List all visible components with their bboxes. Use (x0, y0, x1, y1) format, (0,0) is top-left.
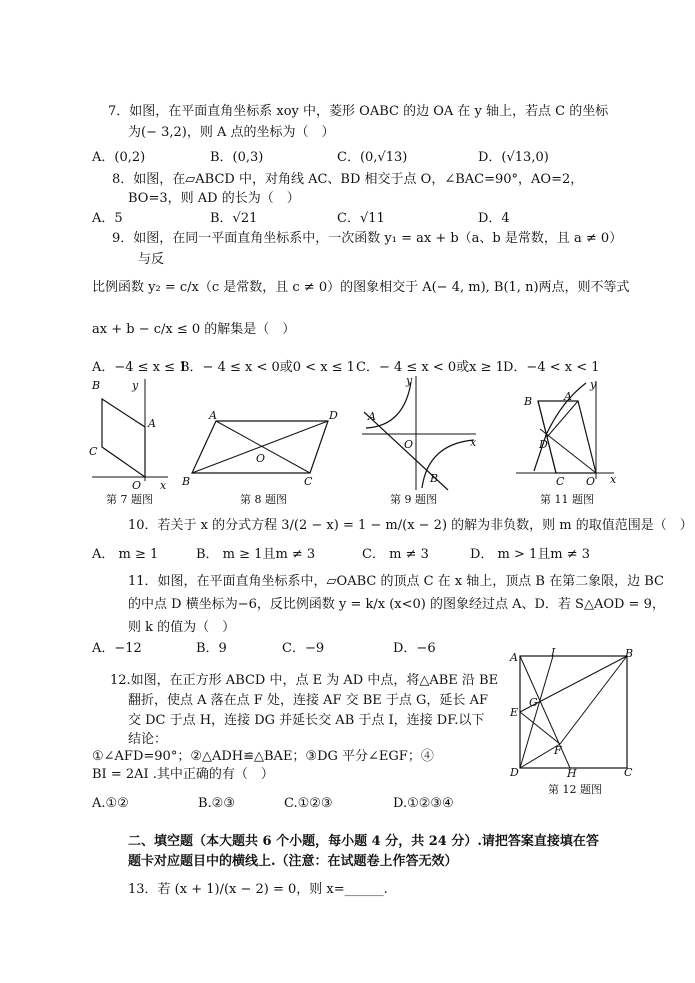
f8-label-o: O (256, 452, 266, 465)
f12-label-h: H (567, 767, 577, 780)
figure-12 (508, 648, 638, 780)
caption-fig7: 第 7 题图 (106, 493, 153, 506)
f12-label-f: F (554, 744, 562, 757)
q8-line1: 8．如图，在▱ABCD 中，对角线 AC、BD 相交于点 O，∠BAC=90°，AO=2， (112, 172, 584, 187)
f7-label-b: B (92, 379, 101, 392)
q12-option-a: A.①② (92, 796, 129, 811)
q9-line1: 9．如图，在同一平面直角坐标系中，一次函数 y₁ = ax + b（a、b 是常数，且 a ≠ 0） (112, 231, 623, 246)
q9-line1b: 与反 (138, 252, 165, 267)
q11-line3: 则 k 的值为（ ） (128, 620, 236, 635)
f8-label-c: C (304, 475, 313, 488)
caption-fig8: 第 8 题图 (240, 493, 287, 506)
q9-line2: 比例函数 y₂ = c/x（c 是常数，且 c ≠ 0）的图象相交于 A(− 4, m), B(1, n)两点，则不等式 (92, 280, 630, 295)
q11-option-a: A．−12 (92, 641, 142, 656)
q10-option-a: A． m ≥ 1 (92, 547, 159, 562)
f12-label-d: D (510, 766, 519, 779)
f11-label-b: B (524, 395, 533, 408)
q12-line6: BI = 2AI .其中正确的有（ ） (92, 767, 274, 782)
f12-label-a: A (510, 651, 518, 664)
q7-line2: 为(− 3,2)，则 A 点的坐标为（ ） (128, 125, 335, 140)
f12-label-b: B (625, 648, 634, 660)
q7-option-c: C．(0,√13) (337, 150, 408, 165)
q12-line4: 结论： (128, 732, 168, 747)
q7-line1: 7．如图，在平面直角坐标系 xoy 中，菱形 OABC 的边 OA 在 y 轴上，若点 C 的坐标 (108, 104, 609, 119)
f7-label-a: A (148, 417, 156, 430)
q11-option-b: B．9 (196, 641, 227, 656)
figure-9 (356, 372, 486, 494)
q8-option-b: B．√21 (210, 211, 258, 226)
f12-label-e: E (510, 706, 519, 719)
q8-line2: BO=3，则 AD 的长为（ ） (128, 191, 300, 206)
section2-line1: 二、填空题（本大题共 6 个小题，每小题 4 分，共 24 分）.请把答案直接填在答 (128, 834, 599, 849)
q13-line1: 13．若 (x + 1)/(x − 2) = 0，则 x=______. (128, 882, 388, 897)
q12-line5: ①∠AFD=90°；②△ADH≌△BAE；③DG 平分∠EGF；④ (92, 749, 434, 764)
q8-option-c: C．√11 (337, 211, 385, 226)
q9-option-a: A．−4 ≤ x ≤ 1 (92, 360, 188, 375)
figure-7 (84, 375, 174, 493)
q11-option-d: D．−6 (393, 641, 436, 656)
q11-line2: 的中点 D 横坐标为−6，反比例函数 y = k/x (x<0) 的图象经过点 A、D．若 S△AOD = 9， (128, 597, 665, 612)
q7-option-a: A．(0,2) (92, 150, 146, 165)
f11-label-c: C (556, 475, 565, 488)
f7-label-y: y (132, 379, 139, 392)
f11-label-a: A (564, 390, 572, 403)
q9-option-c: C．− 4 ≤ x < 0或x ≥ 1 (356, 360, 504, 375)
f9-label-o: O (404, 438, 414, 451)
q10-line1: 10．若关于 x 的分式方程 3/(2 − x) = 1 − m/(x − 2) 的解为非负数，则 m 的取值范围是（ ） (128, 518, 693, 533)
q12-option-c: C.①②③ (284, 796, 333, 811)
f12-label-g: G (529, 696, 538, 709)
caption-fig12: 第 12 题图 (548, 783, 602, 796)
f8-label-b: B (182, 475, 191, 488)
f8-label-a: A (209, 409, 217, 422)
caption-fig11: 第 11 题图 (540, 493, 594, 506)
q9-option-d: D．−4 < x < 1 (503, 360, 600, 375)
q12-line3: 交 DC 于点 H，连接 DG 并延长交 AB 于点 I，连接 DF.以下 (128, 713, 485, 728)
q7-option-b: B．(0,3) (210, 150, 264, 165)
f12-label-i: I (551, 648, 556, 659)
q10-option-c: C． m ≠ 3 (362, 547, 429, 562)
q8-option-d: D．4 (478, 211, 510, 226)
q12-option-d: D.①②③④ (393, 796, 454, 811)
f9-label-x: x (470, 436, 477, 449)
figure-8 (176, 405, 346, 491)
f11-label-y: y (590, 378, 597, 391)
q12-line1: 12.如图，在正方形 ABCD 中，点 E 为 AD 中点，将△ABE 沿 BE (110, 673, 499, 688)
f11-label-o: O (586, 475, 596, 488)
f7-label-o: O (132, 479, 142, 492)
section2-line2: 题卡对应题目中的横线上.（注意：在试题卷上作答无效） (128, 854, 458, 869)
q9-option-b: B．− 4 ≤ x < 0或0 < x ≤ 1 (180, 360, 355, 375)
f7-label-x: x (160, 479, 167, 492)
q11-option-c: C．−9 (282, 641, 325, 656)
f12-label-c: C (624, 766, 633, 779)
q10-option-b: B． m ≥ 1且m ≠ 3 (196, 547, 316, 562)
q7-option-d: D．(√13,0) (478, 150, 549, 165)
figure-11 (510, 375, 628, 493)
f8-label-d: D (329, 409, 338, 422)
q8-option-a: A．5 (92, 211, 123, 226)
f11-label-x: x (610, 473, 617, 486)
q12-option-b: B.②③ (198, 796, 235, 811)
f7-label-c: C (89, 445, 98, 458)
q12-line2: 翻折，使点 A 落在点 F 处，连接 AF 交 BE 于点 G，延长 AF (128, 693, 488, 708)
f9-label-a: A (368, 410, 376, 423)
caption-fig9: 第 9 题图 (390, 493, 437, 506)
q10-option-d: D． m > 1且m ≠ 3 (470, 547, 591, 562)
f9-label-b: B (430, 472, 439, 485)
f11-label-d: D (539, 438, 548, 451)
q9-line3: ax + b − c/x ≤ 0 的解集是（ ） (92, 322, 296, 337)
q11-line1: 11．如图，在平面直角坐标系中，▱OABC 的顶点 C 在 x 轴上，顶点 B 在第二象限，边 BC (128, 574, 664, 589)
f9-label-y: y (406, 374, 413, 387)
